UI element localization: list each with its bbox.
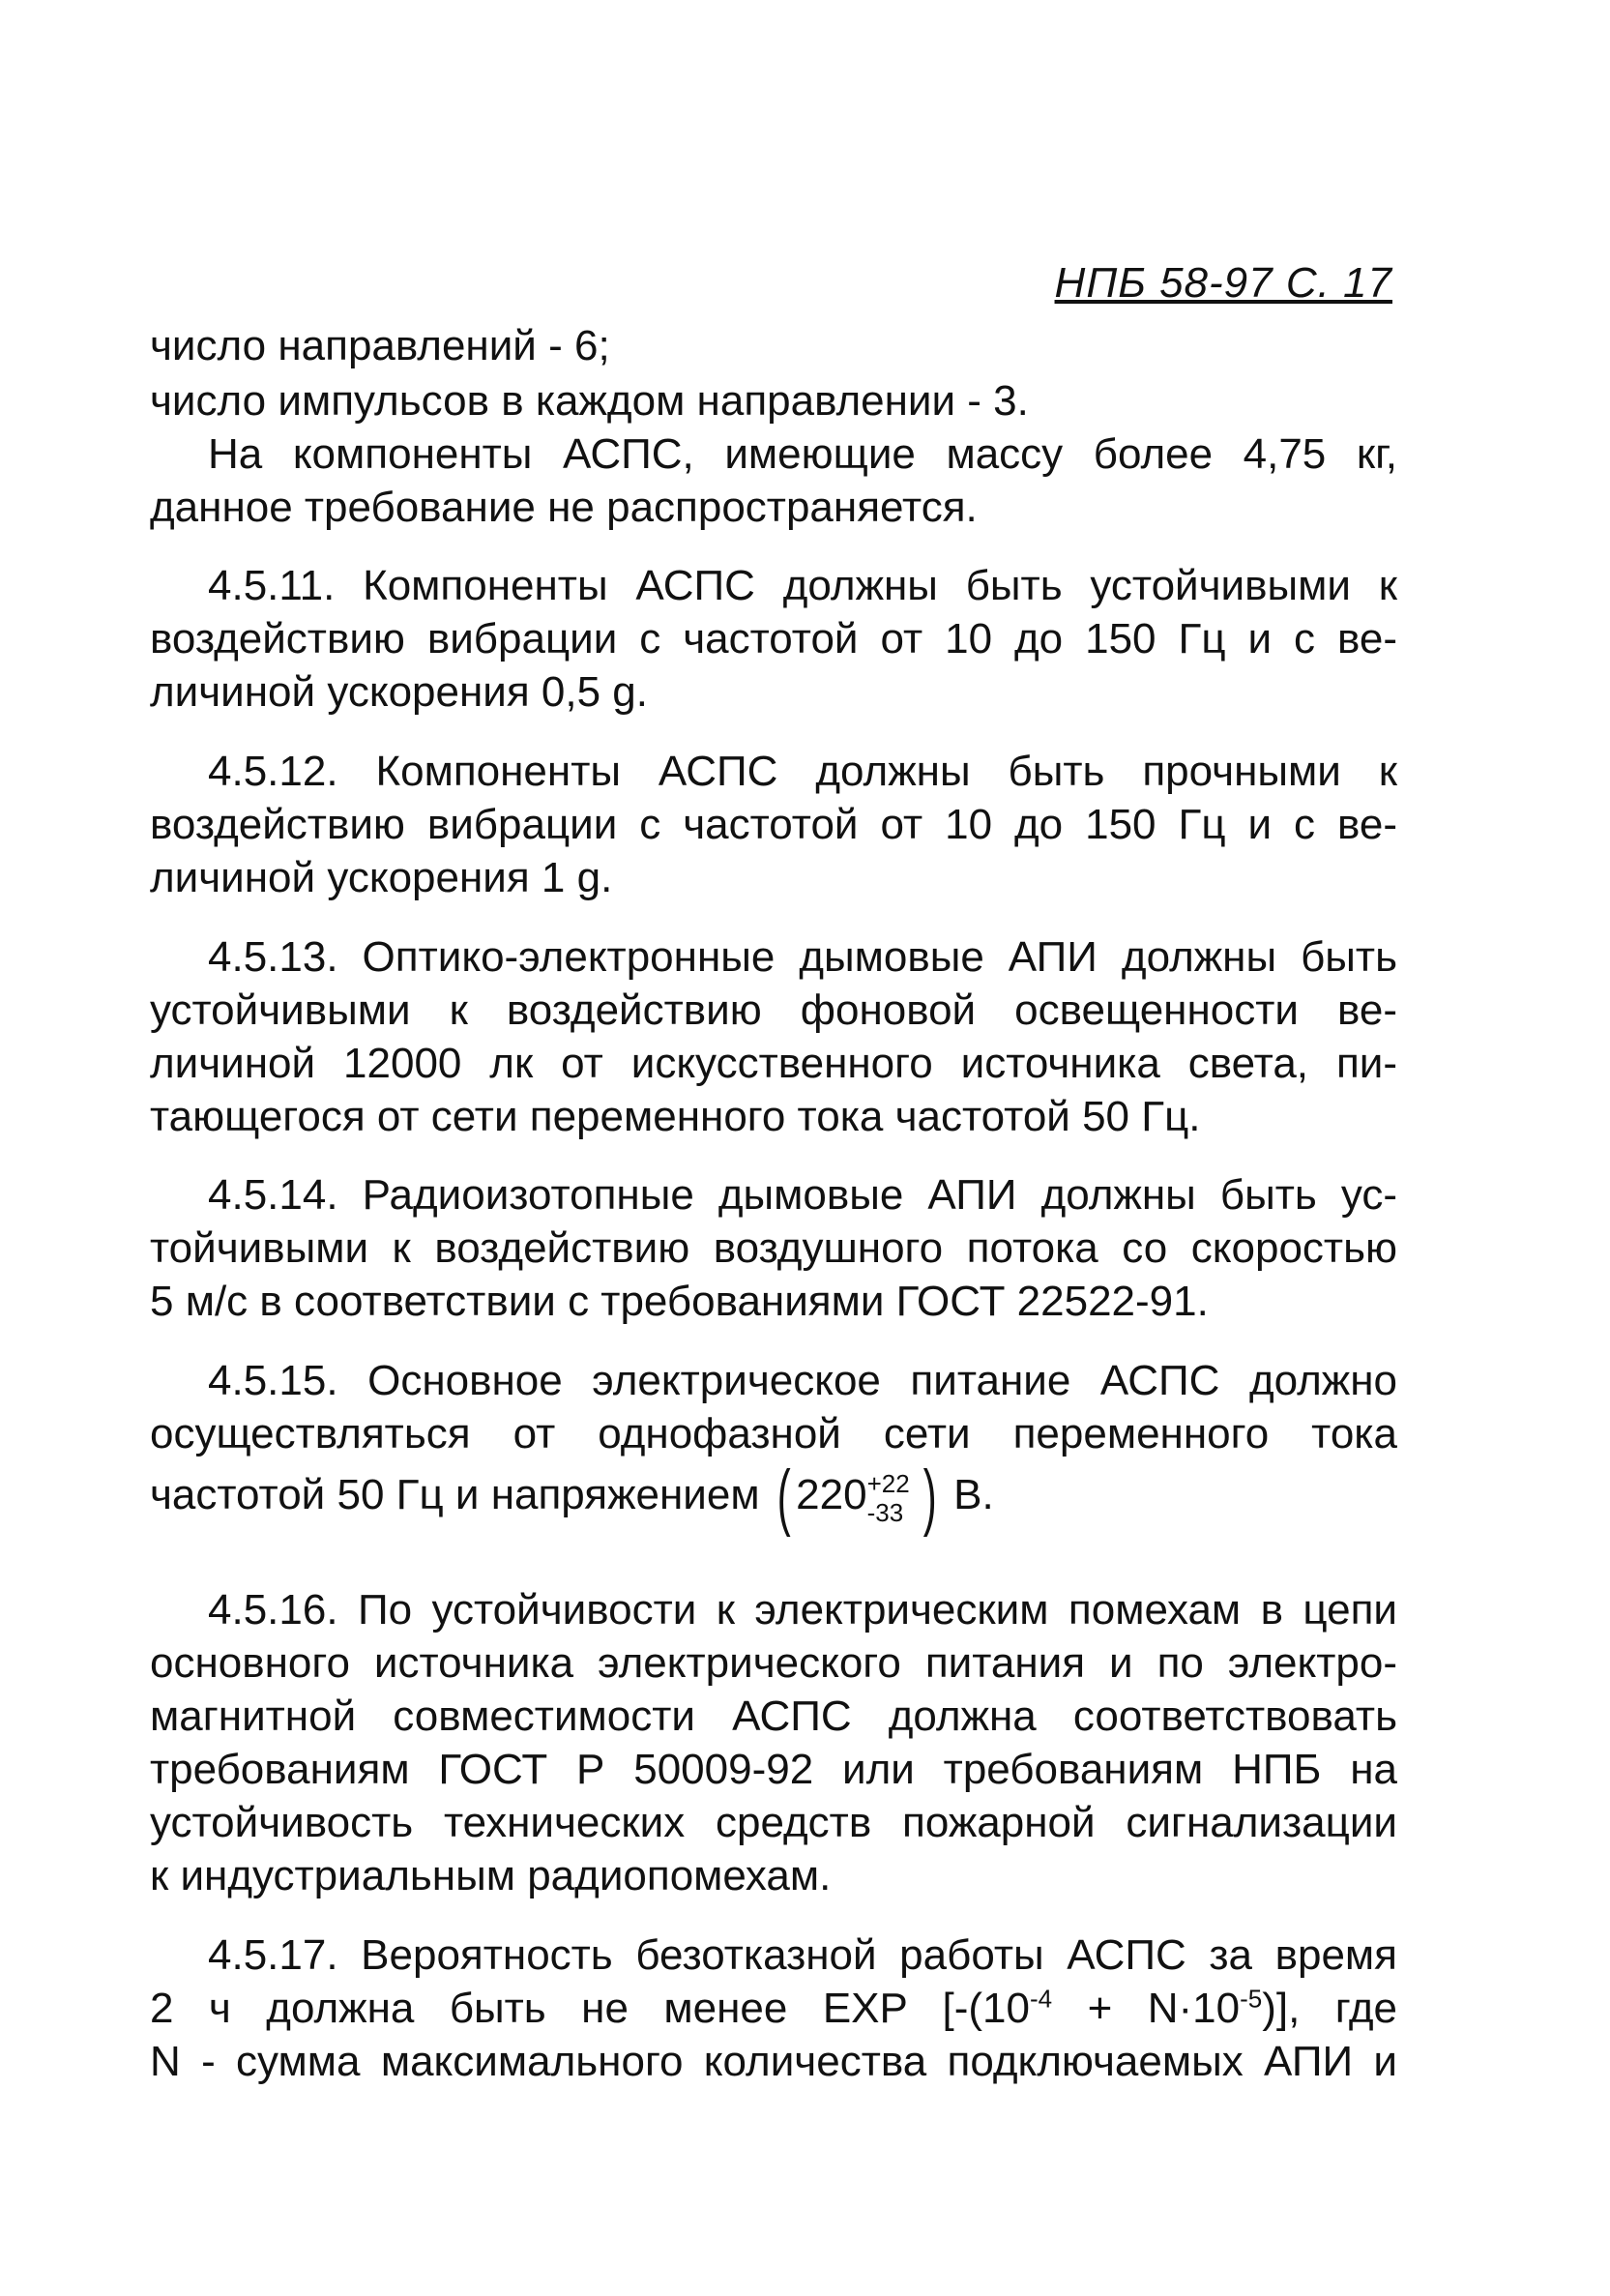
text-line: магнитной совместимости АСПС должна соответствовать bbox=[150, 1693, 1397, 1740]
paragraph-4-5-14: 4.5.14. Радиоизотопные дымовые АПИ должны быть ус- bbox=[208, 1171, 1397, 1219]
left-paren: ( bbox=[776, 1456, 791, 1539]
text-line: воздействию вибрации с частотой от 10 до 150 Гц и с ве- bbox=[150, 615, 1397, 662]
text-line: требованиям ГОСТ Р 50009-92 или требованиям НПБ на bbox=[150, 1746, 1397, 1793]
voltage-lower: -33 bbox=[866, 1498, 904, 1528]
text-line: N - сумма максимального количества подключаемых АПИ и bbox=[150, 2038, 1397, 2085]
paragraph-4-5-13: 4.5.13. Оптико-электронные дымовые АПИ должны быть bbox=[208, 933, 1397, 981]
voltage-base: 220 bbox=[796, 1471, 867, 1518]
prob-part3: )], где bbox=[1262, 1985, 1398, 2032]
page-header: НПБ 58-97 С. 17 bbox=[1054, 259, 1392, 307]
text-line: 5 м/с в соответствии с требованиями ГОСТ 22522-91. bbox=[150, 1278, 1209, 1325]
text-line: На компоненты АСПС, имеющие массу более 4,75 кг, bbox=[208, 430, 1397, 478]
prob-exp1: -4 bbox=[1030, 1984, 1053, 2014]
voltage-tolerance bbox=[866, 1469, 918, 1528]
text-line: осуществляться от однофазной сети переменного тока bbox=[150, 1410, 1397, 1457]
text-line: личиной ускорения 0,5 g. bbox=[150, 668, 649, 716]
text-line: число импульсов в каждом направлении - 3. bbox=[150, 377, 1029, 425]
text-line: данное требование не распространяется. bbox=[150, 484, 978, 531]
prob-exp2: -5 bbox=[1240, 1984, 1263, 2014]
voltage-prefix: частотой 50 Гц и напряжением bbox=[150, 1471, 760, 1518]
text-line: устойчивость технических средств пожарной сигнализации bbox=[150, 1799, 1397, 1846]
text-line: воздействию вибрации с частотой от 10 до 150 Гц и с ве- bbox=[150, 801, 1397, 848]
paragraph-4-5-12: 4.5.12. Компоненты АСПС должны быть прочными к bbox=[208, 748, 1397, 795]
text-line: основного источника электрического питания и по электро- bbox=[150, 1639, 1397, 1687]
text-line: к индустриальным радиопомехам. bbox=[150, 1852, 832, 1899]
text-line: личиной 12000 лк от искусственного источника света, пи- bbox=[150, 1040, 1397, 1087]
paragraph-4-5-17: 4.5.17. Вероятность безотказной работы АСПС за время bbox=[208, 1931, 1397, 1979]
voltage-line bbox=[150, 1456, 994, 1539]
right-paren: ) bbox=[922, 1456, 937, 1539]
prob-part1: 2 ч должна быть не менее EXP [-(10 bbox=[150, 1985, 1030, 2032]
paragraph-4-5-16: 4.5.16. По устойчивости к электрическим помехам в цепи bbox=[208, 1586, 1397, 1634]
body-text bbox=[150, 319, 1398, 2085]
text-line: тойчивыми к воздействию воздушного потока со скоростью bbox=[150, 1224, 1397, 1272]
probability-line bbox=[150, 1982, 1397, 2036]
text-line: устойчивыми к воздействию фоновой освещенности ве- bbox=[150, 986, 1397, 1034]
text-line: личиной ускорения 1 g. bbox=[150, 854, 613, 901]
paragraph-4-5-11: 4.5.11. Компоненты АСПС должны быть устойчивыми к bbox=[208, 562, 1397, 609]
text-line: тающегося от сети переменного тока частотой 50 Гц. bbox=[150, 1093, 1201, 1140]
prob-part2: + N·10 bbox=[1052, 1985, 1241, 2032]
paragraph-4-5-15: 4.5.15. Основное электрическое питание АСПС должно bbox=[208, 1357, 1397, 1404]
text-line: число направлений - 6; bbox=[150, 322, 610, 369]
voltage-upper: +22 bbox=[866, 1469, 910, 1499]
voltage-suffix: В. bbox=[953, 1471, 994, 1518]
